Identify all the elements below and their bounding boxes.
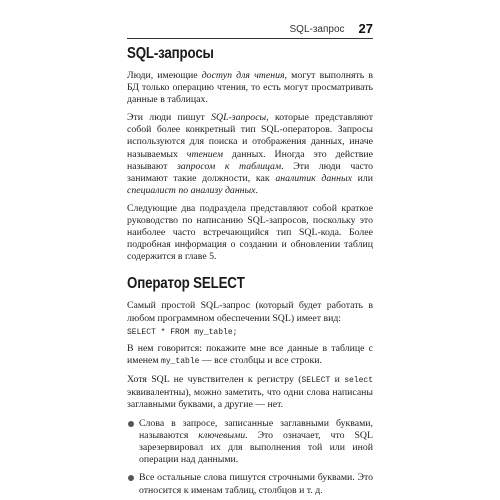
term-reading: чтением	[186, 148, 224, 160]
section-title-sql-queries: SQL-запросы	[127, 45, 214, 62]
paragraph-case-insensitive: Хотя SQL не чувствителен к регистру (SELECT и select эквивалентны), можно заметить, что одни слова написаны заглавными буквами, а другие — нет.	[127, 373, 373, 410]
term-data-scientist: специалист по анализу данных	[127, 184, 256, 196]
paragraph-explanation: В нем говорится: покажите мне все данные в таблице с именем my_table — все столбцы и все строки.	[127, 342, 373, 366]
term-read-access: доступ для чтения	[201, 70, 285, 81]
term-sql-queries: SQL-запросы	[211, 112, 267, 124]
term-data-analyst: аналитик данных	[275, 172, 352, 184]
paragraph-read-access: Люди, имеющие доступ для чтения, могут выполнять в БД только операцию чтения, то есть могут просматривать данные в таблицах.	[127, 70, 374, 106]
inline-code-my-table: my_table	[161, 356, 200, 366]
code-select-all: SELECT * FROM my_table;	[127, 327, 238, 337]
inline-code-select-upper: SELECT	[301, 375, 331, 385]
bullet-icon	[128, 421, 134, 427]
inline-code-select-lower: select	[344, 375, 373, 385]
list-item: Все остальные слова пишутся строчными буквами. Это относится к именам таблиц, столбцов и т. д.	[127, 472, 373, 496]
list-item: Слова в запросе, записанные заглавными буквами, называются ключевыми. Это означает, что SQL зарезервировал их для выполнения той или иной операции над данными.	[127, 418, 373, 466]
bullet-list	[127, 418, 373, 497]
term-table-query: запросом к таблицам	[176, 160, 282, 172]
bullet-icon	[128, 475, 134, 481]
page-header	[127, 18, 373, 39]
term-keywords: ключевыми	[198, 430, 246, 442]
paragraph-sql-queries: Эти люди пишут SQL-запросы, которые представляют собой более конкретный тип SQL-операторов. Запросы используются для поиска и отображения данных, иначе называемых чтением данных. Иногда это действие называют запросом к таблицам. Эти люди часто занимают такие должности, как аналитик данных или специалист по анализу данных.	[127, 112, 373, 196]
running-title: SQL-запрос	[289, 24, 345, 35]
page-content	[127, 44, 373, 497]
paragraph-simplest-query: Самый простой SQL-запрос (который будет работать в любом программном обеспечении SQL) имеет вид:	[127, 300, 373, 324]
paragraph-subsections: Следующие два подраздела представляют собой краткое руководство по написанию SQL-запросов, поскольку это наиболее часто встречающийся тип SQL-кода. Более подробная информация о создании и обновлении таблиц содержится в главе 5.	[127, 202, 373, 263]
page-number: 27	[358, 21, 373, 36]
section-title-select-operator: Оператор SELECT	[127, 275, 245, 293]
